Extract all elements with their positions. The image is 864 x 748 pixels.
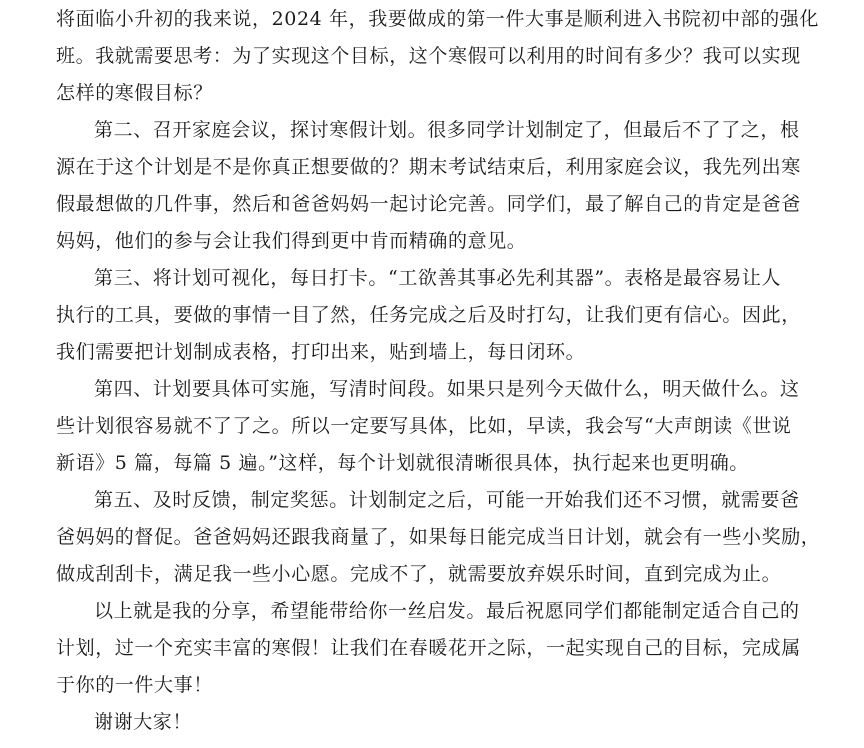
text-line: 计划，过一个充实丰富的寒假！让我们在春暖花开之际，一起实现自己的目标，完成属 <box>56 637 801 659</box>
text-line: 爸妈妈的督促。爸爸妈妈还跟我商量了，如果每日能完成当日计划，就会有一些小奖励， <box>56 526 821 548</box>
paragraph-first-line: 第五、及时反馈，制定奖惩。计划制定之后，可能一开始我们还不习惯，就需要爸 <box>94 489 800 511</box>
text-line: 做成刮刮卡，满足我一些小心愿。完成不了，就需要放弃娱乐时间，直到完成为止。 <box>56 563 782 585</box>
text-line: 执行的工具，要做的事情一目了然，任务完成之后及时打勾，让我们更有信心。因此， <box>56 304 801 326</box>
text-line: 假最想做的几件事，然后和爸爸妈妈一起讨论完善。同学们，最了解自己的肯定是爸爸 <box>56 193 801 215</box>
text-line: 妈妈，他们的参与会让我们得到更中肯而精确的意见。 <box>56 230 527 252</box>
text-line: 班。我就需要思考：为了实现这个目标，这个寒假可以利用的时间有多少？我可以实现 <box>56 45 801 67</box>
text-line: 源在于这个计划是不是你真正想要做的？期末考试结束后，利用家庭会议，我先列出寒 <box>56 156 801 178</box>
text-line: 新语》5 篇，每篇 5 遍。”这样，每个计划就很清晰很具体，执行起来也更明确。 <box>56 452 749 474</box>
text-line: 些计划很容易就不了了之。所以一定要写具体，比如，早读，我会写“大声朗读《世说 <box>56 415 792 437</box>
paragraph-first-line: 第三、将计划可视化，每日打卡。“工欲善其事必先利其器”。表格是最容易让人 <box>94 267 782 289</box>
text-line: 于你的一件大事！ <box>56 674 213 696</box>
closing-line: 谢谢大家！ <box>94 711 193 733</box>
text-line: 我们需要把计划制成表格，打印出来，贴到墙上，每日闭环。 <box>56 341 586 363</box>
text-line: 将面临小升初的我来说，2024 年，我要做成的第一件大事是顺利进入书院初中部的强化 <box>56 8 819 30</box>
paragraph-first-line: 以上就是我的分享，希望能带给你一丝启发。最后祝愿同学们都能制定适合自己的 <box>94 600 800 622</box>
text-line: 怎样的寒假目标？ <box>56 82 213 104</box>
paragraph-first-line: 第四、计划要具体可实施，写清时间段。如果只是列今天做什么，明天做什么。这 <box>94 378 800 400</box>
paragraph-first-line: 第二、召开家庭会议，探讨寒假计划。很多同学计划制定了，但最后不了了之，根 <box>94 119 800 141</box>
